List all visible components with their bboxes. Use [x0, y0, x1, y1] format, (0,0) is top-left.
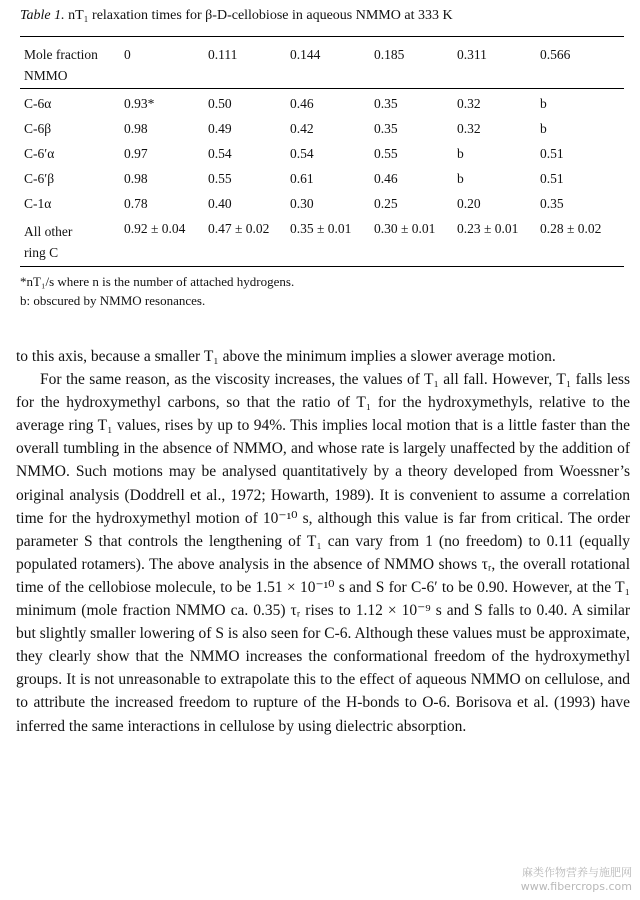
footnote-b: b: obscured by NMMO resonances.	[20, 293, 206, 308]
table-cell: 0.35	[374, 121, 398, 136]
watermark-line2: www.fibercrops.com	[520, 880, 632, 893]
table-cell: 0.32	[457, 96, 481, 111]
table-cell: 0.54	[290, 146, 314, 161]
body-text	[16, 345, 630, 738]
table-row	[20, 143, 624, 168]
table-cell: 0.46	[290, 96, 314, 111]
table-cell: 0.23 ± 0.01	[457, 221, 519, 236]
table-cell: 0.55	[374, 146, 398, 161]
column-header: 0.311	[457, 47, 487, 62]
table-title: nT₁ relaxation times for β-D-cellobiose in aqueous NMMO at 333 K	[68, 8, 453, 23]
table-cell: b	[457, 171, 464, 186]
header-label	[24, 44, 98, 86]
row-label-line2: ring C	[24, 245, 59, 260]
table-cell: 0.97	[124, 146, 148, 161]
column-header: 0.185	[374, 47, 405, 62]
table-cell: 0.30	[290, 196, 314, 211]
table-cell: 0.35	[540, 196, 564, 211]
table-cell: 0.32	[457, 121, 481, 136]
table-cell: 0.49	[208, 121, 232, 136]
table-cell: 0.30 ± 0.01	[374, 221, 436, 236]
table-cell: 0.61	[290, 171, 314, 186]
table-cell: 0.93*	[124, 96, 155, 111]
table-cell: 0.51	[540, 146, 564, 161]
watermark	[521, 866, 632, 894]
header-label-line1: Mole fraction	[24, 47, 98, 62]
table-row	[20, 118, 624, 143]
row-label-line1: All other	[24, 224, 73, 239]
table-cell: 0.47 ± 0.02	[208, 221, 270, 236]
table-row	[20, 93, 624, 118]
column-header: 0.111	[208, 47, 238, 62]
table-cell: 0.28 ± 0.02	[540, 221, 602, 236]
table-cell: 0.20	[457, 196, 481, 211]
table-cell: 0.55	[208, 171, 232, 186]
row-label: C-1α	[24, 196, 52, 211]
table-top-rule	[20, 36, 624, 37]
row-label	[24, 221, 72, 263]
table-cell: 0.42	[290, 121, 314, 136]
table-cell: 0.25	[374, 196, 398, 211]
table-row	[20, 218, 624, 264]
relaxation-table	[20, 42, 624, 264]
row-label: C-6′β	[24, 171, 55, 186]
table-caption	[20, 6, 630, 26]
header-label-line2: NMMO	[24, 68, 68, 83]
table-cell: b	[457, 146, 464, 161]
table-cell: 0.98	[124, 121, 148, 136]
row-label: C-6β	[24, 121, 52, 136]
table-cell: 0.40	[208, 196, 232, 211]
table-cell: 0.35	[374, 96, 398, 111]
table-footnotes	[20, 272, 624, 310]
footnote-star: *nT₁/s where n is the number of attached hydrogens.	[20, 274, 295, 289]
table-cell: 0.46	[374, 171, 398, 186]
row-label: C-6α	[24, 96, 52, 111]
table-cell: 0.78	[124, 196, 148, 211]
table-cell: 0.54	[208, 146, 232, 161]
table-cell: b	[540, 96, 547, 111]
column-header: 0	[124, 47, 131, 62]
column-header: 0.144	[290, 47, 321, 62]
table-header-row	[20, 42, 624, 86]
paragraph: For the same reason, as the viscosity increases, the values of T₁ all fall. However, T₁ falls less for the hydroxymethyl carbons, so that the ratio of T₁ for the hydroxymethyls, relative to the average ring T₁ values, rises by up to 94%. This implies local motion that is a little faster than the overall tumbling in the absence of NMMO, and whose rate is largely unaffected by the addition of NMMO. Such motions may be analysed quantitatively by a theory developed from Woessner’s original analysis (Doddrell et al., 1972; Howarth, 1989). It is convenient to assume a correlation time for the hydroxymethyl motion of 10⁻¹⁰ s, although this value is far from critical. The order parameter S that controls the lengthening of T₁ can vary from 1 (no freedom) to 0.11 (equally populated rotamers). The above analysis in the absence of NMMO shows τᵣ, the overall rotational time of the cellobiose molecule, to be 1.51 × 10⁻¹⁰ s and S for C-6′ to be 0.90. However, at the T₁ minimum (mole fraction NMMO ca. 0.35) τᵣ rises to 1.12 × 10⁻⁹ s and S falls to 0.40. A similar but slightly smaller lowering of S is also seen for C-6. Although these values must be approximate, they clearly show that the NMMO increases the conformational freedom of the hydroxymethyl groups. It is not unreasonable to extrapolate this to the effect of aqueous NMMO on cellulose, and to attribute the increased freedom to rupture of the H-bonds to O-6. Borisova et al. (1993) have inferred the same interactions in cellulose by using dielectric absorption.	[16, 371, 630, 735]
table-cell: 0.50	[208, 96, 232, 111]
paragraph: to this axis, because a smaller T₁ above the minimum implies a slower average motion.	[16, 348, 556, 365]
table-cell: 0.92 ± 0.04	[124, 221, 186, 236]
column-header: 0.566	[540, 47, 571, 62]
table-cell: 0.98	[124, 171, 148, 186]
table-cell: 0.51	[540, 171, 564, 186]
row-label: C-6′α	[24, 146, 55, 161]
table-cell: 0.35 ± 0.01	[290, 221, 352, 236]
table-row	[20, 168, 624, 193]
table-bottom-rule	[20, 266, 624, 267]
watermark-line1: 麻类作物营养与施肥网	[522, 866, 632, 879]
table-label: Table 1.	[20, 8, 65, 23]
table-row	[20, 193, 624, 218]
table-cell: b	[540, 121, 547, 136]
